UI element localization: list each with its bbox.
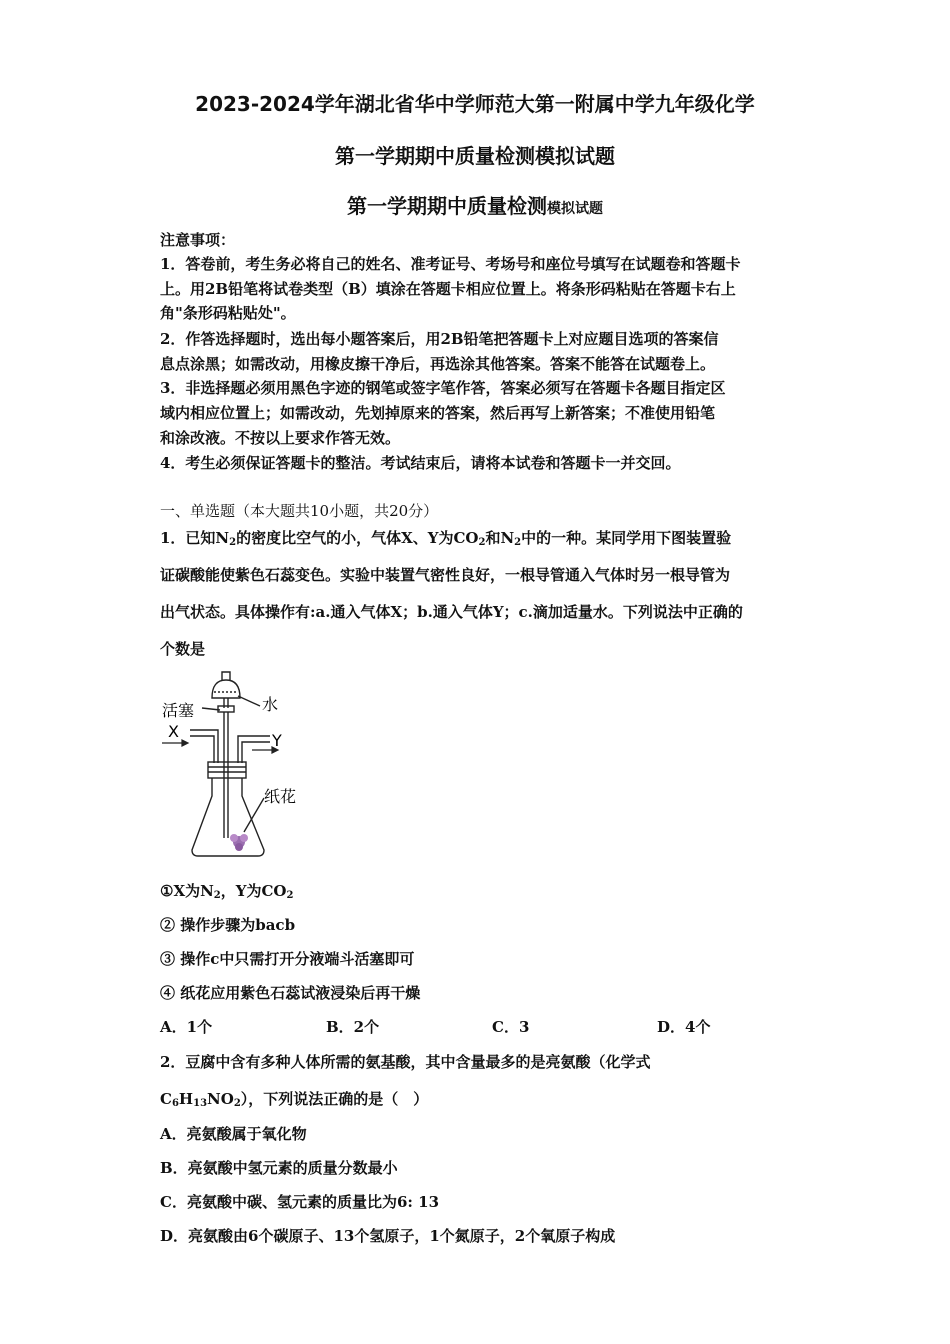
subtitle-small: 模拟试题 bbox=[547, 201, 603, 217]
page-subtitle bbox=[0, 190, 950, 219]
q1-option-d[interactable]: D．4个 bbox=[657, 1018, 711, 1036]
paper-flower-icon bbox=[230, 834, 248, 851]
q1-statement-1: ①X为$N_2$，Y为$CO_2$ bbox=[160, 882, 294, 901]
q2-line1: 2．豆腐中含有多种人体所需的氨基酸，其中含量最多的是亮氨酸（化学式 bbox=[160, 1053, 651, 1071]
q1-line2: 证碳酸能使紫色石蕊变色。实验中装置气密性良好，一根导管通入气体时另一根导管为 bbox=[160, 566, 731, 584]
label-valve: 活塞 bbox=[162, 701, 195, 720]
q1-line4: 个数是 bbox=[160, 640, 206, 658]
page-title-line1: 2023-2024学年湖北省华中学师范大第一附属中学九年级化学 bbox=[195, 92, 755, 116]
notice-line: 角"条形码粘贴处"。 bbox=[160, 304, 296, 322]
q1-statement-2: ② 操作步骤为bacb bbox=[160, 916, 296, 934]
q1-line1: 1．已知$N_2$的密度比空气的小，气体X、Y为$CO_2$和$N_2$中的一种。某同学用下图装置验 bbox=[160, 529, 732, 548]
apparatus-diagram bbox=[160, 668, 320, 860]
notice-line: 1．答卷前，考生务必将自己的姓名、准考证号、考场号和座位号填写在试题卷和答题卡 bbox=[160, 255, 741, 273]
q1-option-a[interactable]: A．1个 bbox=[160, 1018, 213, 1036]
notice-line: 上。用2B铅笔将试卷类型（B）填涂在答题卡相应位置上。将条形码粘贴在答题卡右上 bbox=[160, 280, 736, 298]
q1-option-b[interactable]: B．2个 bbox=[326, 1018, 380, 1036]
q1-statement-4: ④ 纸花应用紫色石蕊试液浸染后再干燥 bbox=[160, 984, 421, 1002]
notice-line: 和涂改液。不按以上要求作答无效。 bbox=[160, 429, 401, 447]
q2-option-d[interactable]: D．亮氨酸由6个碳原子、13个氢原子，1个氮原子，2个氧原子构成 bbox=[160, 1227, 616, 1245]
label-x: X bbox=[168, 722, 179, 741]
page-title-line2: 第一学期期中质量检测模拟试题 bbox=[335, 144, 615, 168]
label-y: Y bbox=[272, 731, 282, 750]
notice-line: 4．考生必须保证答题卡的整洁。考试结束后，请将本试卷和答题卡一并交回。 bbox=[160, 454, 681, 472]
q2-option-a[interactable]: A．亮氨酸属于氧化物 bbox=[160, 1125, 307, 1143]
notice-line: 3．非选择题必须用黑色字迹的钢笔或签字笔作答，答案必须写在答题卡各题目指定区 bbox=[160, 379, 726, 397]
section-heading: 一、单选题（本大题共10小题，共20分） bbox=[160, 502, 439, 520]
notice-line: 域内相应位置上；如需改动，先划掉原来的答案，然后再写上新答案；不准使用铅笔 bbox=[160, 404, 716, 422]
subtitle-main: 第一学期期中质量检测 bbox=[347, 194, 547, 218]
q2-line2: $C_6H_{13}NO_2$），下列说法正确的是（ ） bbox=[160, 1090, 429, 1109]
q2-option-c[interactable]: C．亮氨酸中碳、氢元素的质量比为6: 13 bbox=[160, 1193, 440, 1211]
notice-line: 2．作答选择题时，选出每小题答案后，用2B铅笔把答题卡上对应题目选项的答案信 bbox=[160, 330, 719, 348]
notice-heading: 注意事项： bbox=[160, 231, 236, 249]
q1-line3: 出气状态。具体操作有:a.通入气体X；b.通入气体Y；c.滴加适量水。下列说法中正确的 bbox=[160, 603, 743, 621]
q1-option-c[interactable]: C．3 bbox=[492, 1018, 530, 1036]
notice-line: 息点涂黑；如需改动，用橡皮擦干净后，再选涂其他答案。答案不能答在试题卷上。 bbox=[160, 355, 716, 373]
q1-statement-3: ③ 操作c中只需打开分液端斗活塞即可 bbox=[160, 950, 415, 968]
label-flower: 纸花 bbox=[264, 787, 297, 806]
label-water: 水 bbox=[262, 695, 279, 714]
q2-option-b[interactable]: B．亮氨酸中氢元素的质量分数最小 bbox=[160, 1159, 398, 1177]
